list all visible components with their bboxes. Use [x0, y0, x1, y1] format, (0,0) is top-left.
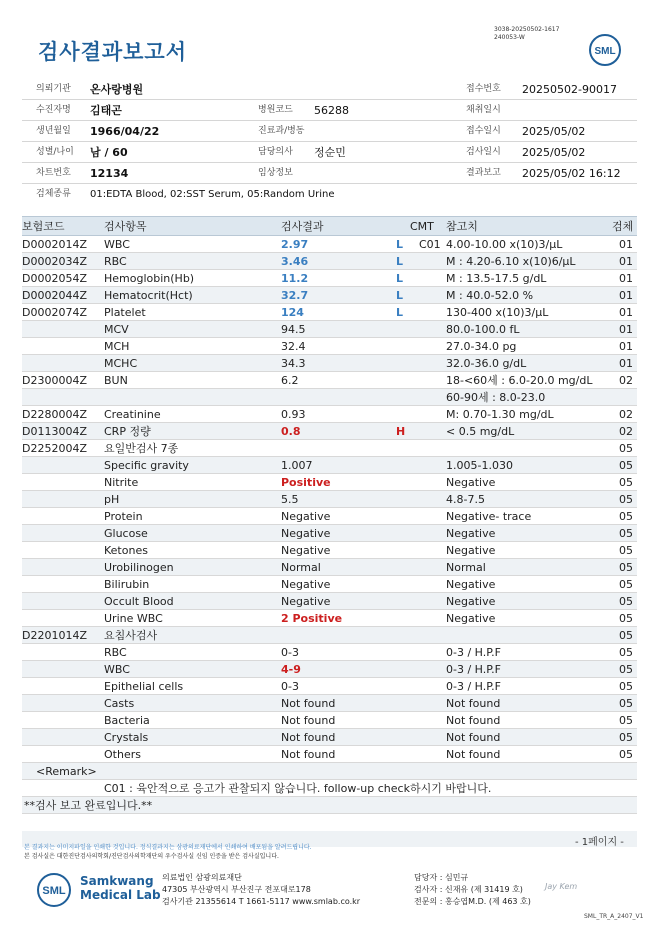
signature: Jay Kem [545, 882, 578, 891]
table-row [22, 610, 637, 627]
row-result: Not found [281, 697, 336, 710]
row-item: MCV [104, 323, 129, 336]
row-reference: 0-3 / H.P.F [446, 646, 501, 659]
column-code: 보험코드 [22, 220, 65, 233]
row-reference: 80.0-100.0 fL [446, 323, 520, 336]
table-row [22, 253, 637, 270]
sml-logo-icon [36, 872, 72, 908]
svg-text:SML: SML [594, 46, 616, 57]
row-reference: 0-3 / H.P.F [446, 680, 501, 693]
receive-date-label: 접수일시 [466, 126, 501, 136]
row-result: 32.7 [281, 289, 309, 302]
table-row [22, 355, 637, 372]
row-reference: Negative- trace [446, 510, 532, 523]
row-item: MCH [104, 340, 130, 353]
hospital-label: 의뢰기관 [36, 84, 71, 94]
row-result: 94.5 [281, 323, 306, 336]
table-row [22, 440, 637, 457]
column-reference: 참고치 [446, 220, 478, 233]
table-row [22, 695, 637, 712]
form-code: SML_TR_A_2407_V1 [584, 913, 644, 920]
reception-no-value: 20250502-90017 [522, 83, 617, 96]
info-row-hospital [22, 79, 637, 100]
info-row-birth [22, 121, 637, 142]
row-result: 4-9 [281, 663, 301, 676]
staff-specialist: 전문의 : 홍승엽M.D. (제 463 호) [414, 897, 531, 906]
row-flag: L [396, 238, 404, 251]
row-result: 0-3 [281, 646, 299, 659]
row-item: Bilirubin [104, 578, 150, 591]
hospital-code-value: 56288 [314, 104, 349, 117]
row-reference: M: 0.70-1.30 mg/dL [446, 408, 554, 421]
test-date-label: 검사일시 [466, 147, 501, 157]
row-reference: Negative [446, 612, 496, 625]
row-code: D0113004Z [22, 425, 87, 438]
row-result: Negative [281, 544, 331, 557]
row-item: CRP 정량 [104, 425, 151, 438]
row-specimen: 05 [619, 714, 633, 727]
address: 47305 부산광역시 부산진구 전포대로178 [162, 885, 311, 894]
row-item: Ketones [104, 544, 148, 557]
row-specimen: 02 [619, 408, 633, 421]
row-result: Negative [281, 510, 331, 523]
table-row [22, 508, 637, 525]
document-id-line2: 240053-W [494, 34, 525, 41]
row-result: Normal [281, 561, 321, 574]
row-code: D0002074Z [22, 306, 87, 319]
table-row [22, 644, 637, 661]
row-cmt: C01 [419, 238, 441, 251]
row-item: Urobilinogen [104, 561, 174, 574]
row-code: D2300004Z [22, 374, 87, 387]
row-reference: 130-400 x(10)3/μL [446, 306, 549, 319]
row-item: Hemoglobin(Hb) [104, 272, 195, 285]
table-row [22, 372, 637, 389]
row-result: 0.93 [281, 408, 306, 421]
row-reference: Negative [446, 476, 496, 489]
row-specimen: 02 [619, 374, 633, 387]
info-row-chart [22, 163, 637, 184]
table-row [22, 406, 637, 423]
sex-age-value: 남 / 60 [90, 146, 128, 159]
row-item: pH [104, 493, 120, 506]
specimen-value: 01:EDTA Blood, 02:SST Serum, 05:Random Urine [90, 189, 335, 200]
report-date-label: 결과보고 [466, 168, 501, 178]
row-reference: 0-3 / H.P.F [446, 663, 501, 676]
row-flag: H [396, 425, 406, 438]
row-item: WBC [104, 238, 130, 251]
document-id [494, 26, 559, 42]
row-result: Negative [281, 595, 331, 608]
chart-no-value: 12134 [90, 167, 129, 180]
remark-heading-row [22, 763, 637, 780]
table-row [22, 627, 637, 644]
row-item: 요침사검사 [104, 629, 158, 642]
row-code: D2201014Z [22, 629, 87, 642]
row-specimen: 01 [619, 289, 633, 302]
reception-no-label: 접수번호 [466, 84, 501, 94]
row-code: D0002034Z [22, 255, 87, 268]
row-code: D2252004Z [22, 442, 87, 455]
staff-tester: 검사자 : 신재유 (제 31419 호) [414, 885, 523, 894]
info-row-specimen [22, 184, 637, 205]
table-row [22, 338, 637, 355]
row-item: Others [104, 748, 141, 761]
staff-manager: 담당자 : 심민규 [414, 873, 469, 882]
contact-info: 검사기관 21355614 T 1661-5117 www.smlab.co.kr [162, 897, 361, 906]
report-date-value: 2025/05/02 16:12 [522, 167, 621, 180]
row-result: 0-3 [281, 680, 299, 693]
chart-no-label: 차트번호 [36, 168, 71, 178]
row-specimen: 05 [619, 748, 633, 761]
row-item: Bacteria [104, 714, 150, 727]
dept-label: 진료과/병동 [258, 126, 305, 136]
row-item: Urine WBC [104, 612, 163, 625]
info-row-name [22, 100, 637, 121]
row-item: WBC [104, 663, 130, 676]
column-cmt: CMT [410, 220, 434, 233]
row-item: Occult Blood [104, 595, 174, 608]
row-specimen: 05 [619, 629, 633, 642]
table-row [22, 423, 637, 440]
table-row [22, 559, 637, 576]
doctor-value: 정순민 [314, 146, 346, 159]
row-item: 요일반검사 7종 [104, 442, 179, 455]
row-reference: 18-<60세 : 6.0-20.0 mg/dL [446, 374, 593, 387]
row-result: 1.007 [281, 459, 313, 472]
row-specimen: 05 [619, 442, 633, 455]
footer-note-certified: 본 검사실은 대한진단검사의학회/진단검사의학재단의 우수검사실 신임 인증을 받은 검사실입니다. [24, 853, 279, 860]
table-row [22, 321, 637, 338]
page-number: - 1페이지 - [575, 837, 624, 848]
row-result: Not found [281, 748, 336, 761]
row-reference: Normal [446, 561, 486, 574]
row-result: Not found [281, 731, 336, 744]
row-reference: Not found [446, 731, 501, 744]
row-specimen: 05 [619, 578, 633, 591]
row-reference: Negative [446, 595, 496, 608]
row-specimen: 05 [619, 510, 633, 523]
table-row [22, 491, 637, 508]
row-reference: Not found [446, 714, 501, 727]
row-code: D0002054Z [22, 272, 87, 285]
row-item: Creatinine [104, 408, 161, 421]
column-item: 검사항목 [104, 220, 147, 233]
row-flag: L [396, 255, 404, 268]
row-specimen: 05 [619, 544, 633, 557]
document-id-line1: 3038-20250502-1617 [494, 26, 560, 33]
row-reference: M : 40.0-52.0 % [446, 289, 534, 302]
row-specimen: 01 [619, 340, 633, 353]
remark-c01: C01 : 육안적으로 응고가 관찰되지 않습니다. follow-up check하시기 바랍니다. [104, 782, 492, 795]
table-row [22, 746, 637, 763]
row-reference: M : 4.20-6.10 x(10)6/μL [446, 255, 576, 268]
table-row [22, 236, 637, 253]
clinical-label: 임상정보 [258, 168, 293, 178]
info-row-sex-age [22, 142, 637, 163]
row-reference: Not found [446, 748, 501, 761]
row-specimen: 05 [619, 595, 633, 608]
row-item: Glucose [104, 527, 148, 540]
row-result: 3.46 [281, 255, 309, 268]
table-row [22, 661, 637, 678]
row-reference: 60-90세 : 8.0-23.0 [446, 391, 546, 404]
specimen-label: 검체종류 [36, 189, 71, 199]
row-result: Negative [281, 578, 331, 591]
row-specimen: 05 [619, 731, 633, 744]
row-item: Epithelial cells [104, 680, 184, 693]
table-row [22, 729, 637, 746]
row-specimen: 01 [619, 357, 633, 370]
row-specimen: 01 [619, 238, 633, 251]
company-name [80, 874, 161, 902]
row-reference: M : 13.5-17.5 g/dL [446, 272, 547, 285]
sml-logo-icon [589, 34, 621, 66]
table-row [22, 542, 637, 559]
hospital-code-label: 병원코드 [258, 105, 293, 115]
row-specimen: 02 [619, 425, 633, 438]
company-name-line1: Samkwang [80, 874, 154, 888]
row-item: Crystals [104, 731, 149, 744]
row-code: D2280004Z [22, 408, 87, 421]
row-result: Not found [281, 714, 336, 727]
row-code: D0002044Z [22, 289, 87, 302]
row-specimen: 05 [619, 476, 633, 489]
svg-text:SML: SML [42, 885, 66, 897]
row-flag: L [396, 306, 404, 319]
remark-complete-row [22, 797, 637, 814]
row-specimen: 01 [619, 255, 633, 268]
row-result: 2.97 [281, 238, 309, 251]
remark-heading: <Remark> [36, 765, 97, 778]
table-row [22, 525, 637, 542]
row-reference: Negative [446, 544, 496, 557]
table-row [22, 576, 637, 593]
row-item: MCHC [104, 357, 138, 370]
row-reference: Negative [446, 578, 496, 591]
row-item: Specific gravity [104, 459, 189, 472]
table-row [22, 389, 637, 406]
row-reference: Negative [446, 527, 496, 540]
row-item: BUN [104, 374, 128, 387]
doctor-label: 담당의사 [258, 147, 293, 157]
table-row [22, 678, 637, 695]
row-result: Positive [281, 476, 331, 489]
row-specimen: 01 [619, 323, 633, 336]
row-specimen: 05 [619, 646, 633, 659]
table-row [22, 287, 637, 304]
row-result: Negative [281, 527, 331, 540]
remark-c01-row [22, 780, 637, 797]
row-item: Nitrite [104, 476, 139, 489]
row-reference: 1.005-1.030 [446, 459, 513, 472]
foundation-name: 의료법인 삼광의료재단 [162, 873, 242, 882]
row-reference: 27.0-34.0 pg [446, 340, 517, 353]
row-item: Casts [104, 697, 135, 710]
page-title: 검사결과보고서 [38, 40, 188, 64]
row-result: 11.2 [281, 272, 309, 285]
row-specimen: 05 [619, 612, 633, 625]
row-item: RBC [104, 646, 127, 659]
sex-age-label: 성별/나이 [36, 147, 74, 157]
row-result: 32.4 [281, 340, 306, 353]
row-result: 0.8 [281, 425, 301, 438]
row-result: 6.2 [281, 374, 299, 387]
row-specimen: 05 [619, 680, 633, 693]
hospital-value: 온사랑병원 [90, 83, 144, 96]
row-reference: 4.00-10.00 x(10)3/μL [446, 238, 563, 251]
table-row [22, 457, 637, 474]
row-specimen: 05 [619, 459, 633, 472]
row-specimen: 05 [619, 527, 633, 540]
row-item: Platelet [104, 306, 146, 319]
row-result: 34.3 [281, 357, 306, 370]
row-code: D0002014Z [22, 238, 87, 251]
table-row [22, 712, 637, 729]
row-item: RBC [104, 255, 127, 268]
row-result: 2 Positive [281, 612, 343, 625]
row-specimen: 05 [619, 697, 633, 710]
row-reference: < 0.5 mg/dL [446, 425, 515, 438]
table-row [22, 270, 637, 287]
row-result: 124 [281, 306, 304, 319]
collect-date-label: 채취일시 [466, 105, 501, 115]
row-item: Hematocrit(Hct) [104, 289, 193, 302]
row-flag: L [396, 272, 404, 285]
table-row [22, 593, 637, 610]
row-item: Protein [104, 510, 143, 523]
company-name-line2: Medical Lab [80, 888, 161, 902]
footer-note-print: 본 결과지는 이미지파일을 인쇄한 것입니다. 정식결과지는 삼광의료재단에서 인쇄하여 배포됨을 알려드립니다. [24, 844, 312, 851]
results-table-header [22, 216, 637, 236]
row-flag: L [396, 289, 404, 302]
column-result: 검사결과 [281, 220, 324, 233]
birth-label: 생년월일 [36, 126, 71, 136]
row-specimen: 05 [619, 561, 633, 574]
report-complete-text: **검사 보고 완료입니다.** [24, 799, 153, 812]
row-reference: 4.8-7.5 [446, 493, 485, 506]
row-specimen: 01 [619, 306, 633, 319]
row-specimen: 05 [619, 493, 633, 506]
name-value: 김태곤 [90, 104, 122, 117]
column-specimen: 검체 [612, 220, 634, 233]
receive-date-value: 2025/05/02 [522, 125, 586, 138]
row-specimen: 01 [619, 272, 633, 285]
table-row [22, 474, 637, 491]
row-result: 5.5 [281, 493, 299, 506]
birth-value: 1966/04/22 [90, 125, 160, 138]
row-specimen: 05 [619, 663, 633, 676]
name-label: 수진자명 [36, 105, 71, 115]
row-reference: Not found [446, 697, 501, 710]
row-reference: 32.0-36.0 g/dL [446, 357, 527, 370]
table-row [22, 304, 637, 321]
test-date-value: 2025/05/02 [522, 146, 586, 159]
